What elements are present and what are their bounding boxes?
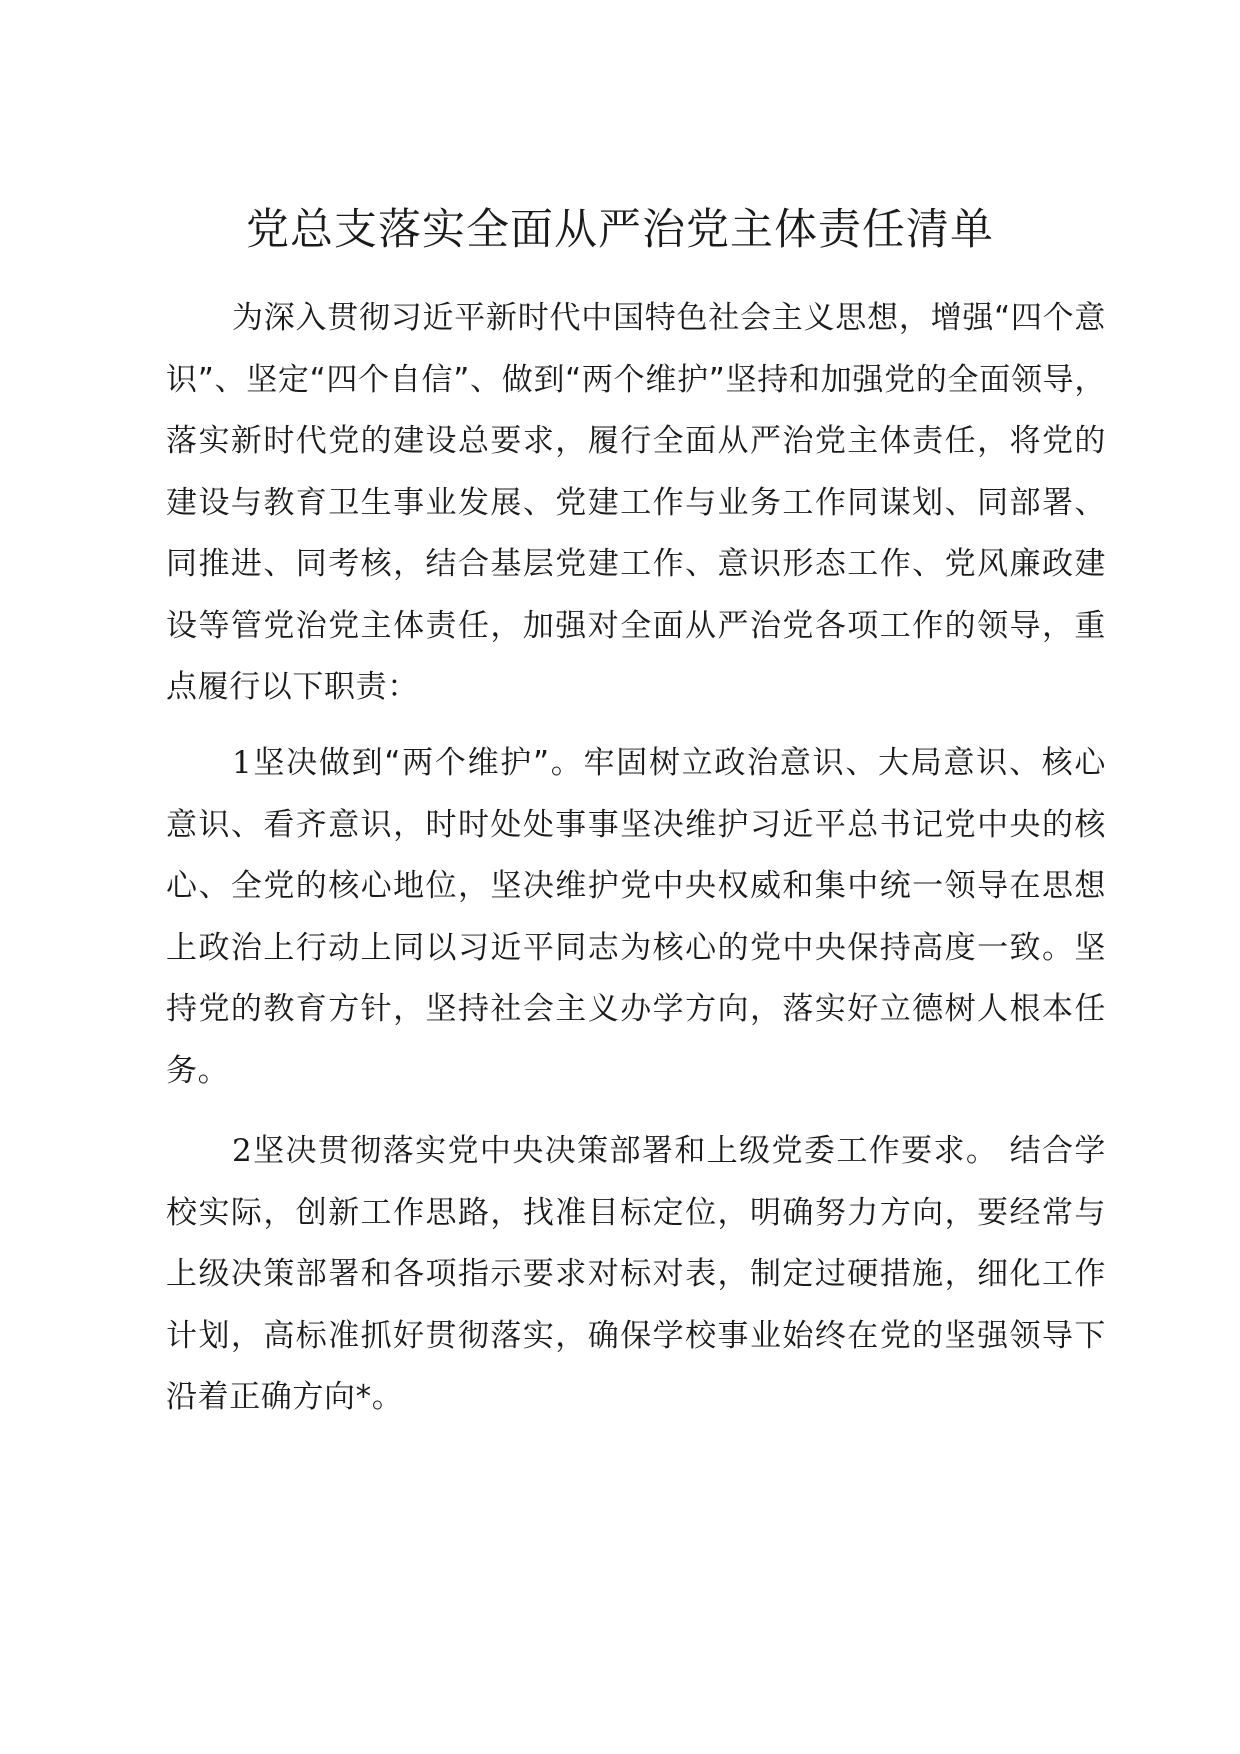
intro-paragraph <box>166 288 1106 719</box>
item-number: 1 <box>232 745 253 781</box>
item-paragraph-1 <box>166 733 1106 1102</box>
paragraph-text: 坚决贯彻落实党中央决策部署和上级党委工作要求。 结合学校实际，创新工作思路，找准目标定位，明确努力方向，要经常与上级决策部署和各项指示要求对标对表，制定过硬措施，细化工作计划，高标准抓好贯彻落实，确保学校事业始终在党的坚强领导下沿着正确方向*。 <box>166 1133 1106 1415</box>
paragraph-text: 坚决做到“两个维护”。牢固树立政治意识、大局意识、核心意识、看齐意识，时时处处事事坚决维护习近平总书记党中央的核心、全党的核心地位，坚决维护党中央权威和集中统一领导在思想上政治上行动上同以习近平同志为核心的党中央保持高度一致。坚持党的教育方针，坚持社会主义办学方向，落实好立德树人根本任务。 <box>166 745 1106 1089</box>
item-paragraph-2 <box>166 1121 1106 1429</box>
item-number: 2 <box>232 1133 253 1169</box>
paragraph-text: 为深入贯彻习近平新时代中国特色社会主义思想，增强“四个意识”、坚定“四个自信”、做到“两个维护”坚持和加强党的全面领导，落实新时代党的建设总要求，履行全面从严治党主体责任，将党的建设与教育卫生事业发展、党建工作与业务工作同谋划、同部署、同推进、同考核，结合基层党建工作、意识形态工作、党风廉政建设等管党治党主体责任，加强对全面从严治党各项工作的领导，重点履行以下职责： <box>166 300 1106 705</box>
document-title: 党总支落实全面从严治党主体责任清单 <box>246 205 994 255</box>
